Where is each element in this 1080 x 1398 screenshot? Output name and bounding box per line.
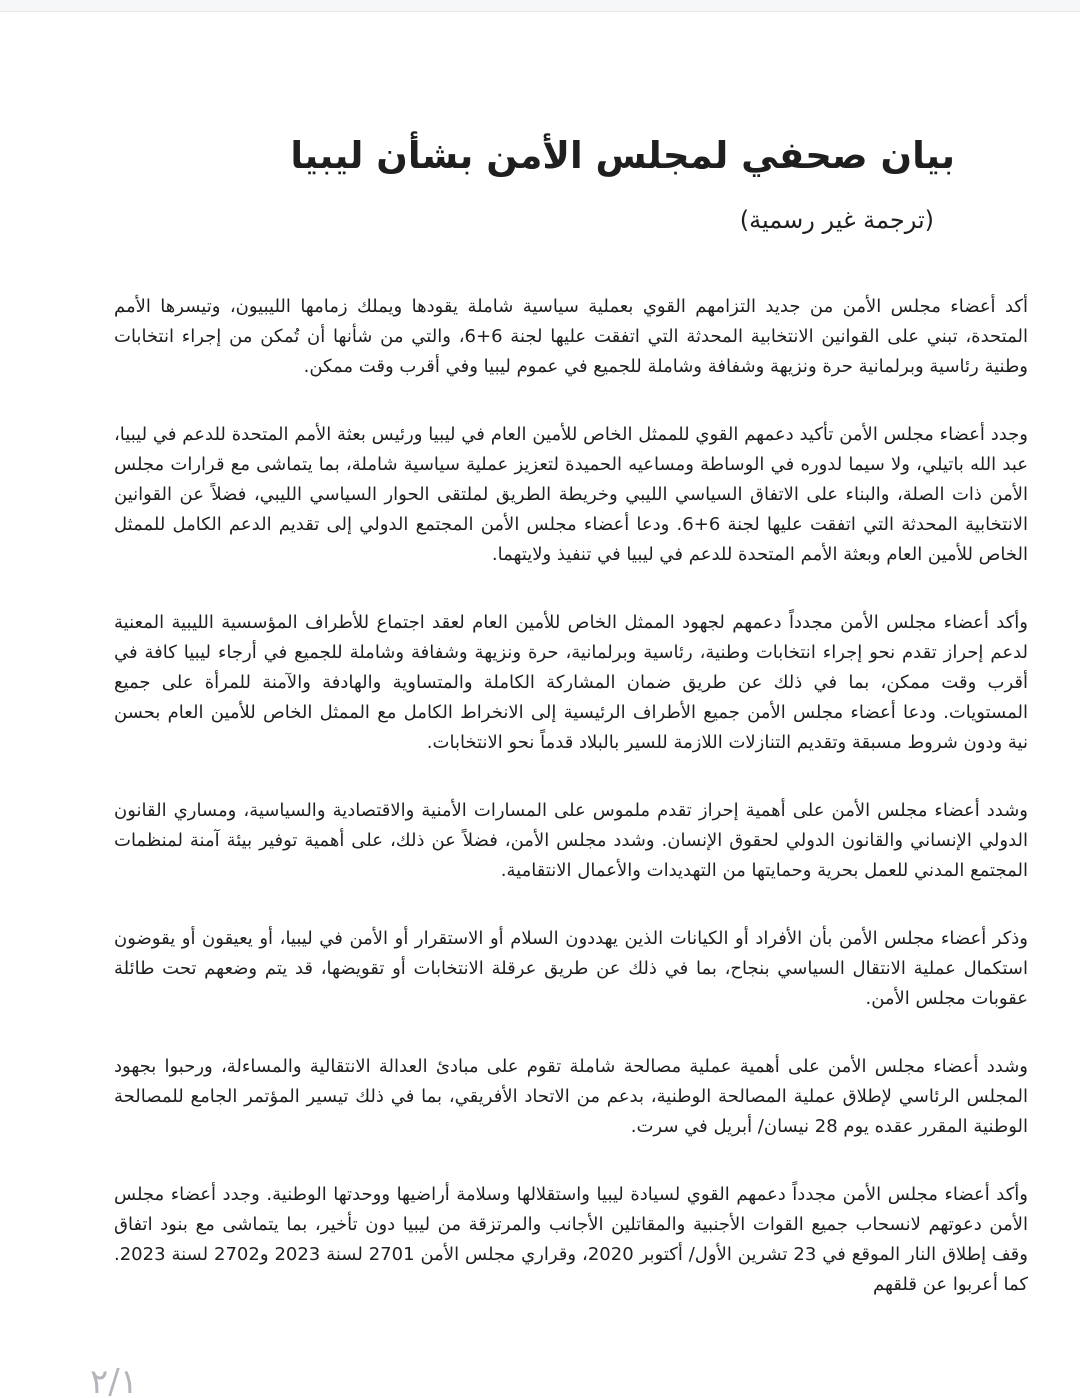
body-paragraph: وذكر أعضاء مجلس الأمن بأن الأفراد أو الكيانات الذين يهددون السلام أو الاستقرار أو الأمن في ليبيا، أو يعيقون أو يقوضون استكمال عملية الانتقال السياسي بنجاح، بما في ذلك عن طريق عرقلة الانتخابات أو تقويضها، قد يتم وضعهم تحت طائلة عقوبات مجلس الأمن.	[114, 928, 1028, 1009]
document-subtitle: (ترجمة غير رسمية)	[739, 206, 934, 234]
page-number: ٢/١	[90, 1362, 138, 1398]
body-paragraph: أكد أعضاء مجلس الأمن من جديد التزامهم القوي بعملية سياسية شاملة يقودها ويملك زمامها الليبيون، وتيسرها الأمم المتحدة، تبني على القوانين الانتخابية المحدثة التي اتفقت عليها لجنة 6+6، والتي من شأنها أن تُمكن من إجراء انتخابات وطنية رئاسية وبرلمانية حرة ونزيهة وشفافة وشاملة للجميع في عموم ليبيا وفي أقرب وقت ممكن.	[114, 296, 1029, 377]
document-body	[0, 292, 1080, 1300]
body-paragraph: وجدد أعضاء مجلس الأمن تأكيد دعمهم القوي للممثل الخاص للأمين العام في ليبيا ورئيس بعثة الأمم المتحدة للدعم في ليبيا، عبد الله باتيلي، ولا سيما لدوره في الوساطة ومساعيه الحميدة لتعزيز عملية سياسية شاملة، بما يتماشى مع قرارات مجلس الأمن ذات الصلة، والبناء على الاتفاق السياسي الليبي وخريطة الطريق لملتقى الحوار السياسي الليبي، فضلاً عن القوانين الانتخابية المحدثة التي اتفقت عليها لجنة 6+6. ودعا أعضاء مجلس الأمن المجتمع الدولي إلى تقديم الدعم الكامل للممثل الخاص للأمين العام وبعثة الأمم المتحدة للدعم في ليبيا في تنفيذ ولايتهما.	[114, 424, 1028, 565]
body-paragraph: وشدد أعضاء مجلس الأمن على أهمية عملية مصالحة شاملة تقوم على مبادئ العدالة الانتقالية والمساءلة، ورحبوا بجهود المجلس الرئاسي لإطلاق عملية المصالحة الوطنية، بدعم من الاتحاد الأفريقي، بما في ذلك تيسير المؤتمر الجامع للمصالحة الوطنية المقرر عقده يوم 28 نيسان/ أبريل في سرت.	[114, 1056, 1028, 1137]
document-title: بيان صحفي لمجلس الأمن بشأن ليبيا	[290, 134, 955, 177]
page-top-edge	[0, 0, 1080, 12]
body-paragraph: وشدد أعضاء مجلس الأمن على أهمية إحراز تقدم ملموس على المسارات الأمنية والاقتصادية والسياسية، ومساري القانون الدولي الإنساني والقانون الدولي لحقوق الإنسان. وشدد مجلس الأمن، فضلاً عن ذلك، على أهمية توفير بيئة آمنة لمنظمات المجتمع المدني للعمل بحرية وحمايتها من التهديدات والأعمال الانتقامية.	[114, 800, 1028, 881]
document-page	[0, 12, 1080, 1398]
body-paragraph: وأكد أعضاء مجلس الأمن مجدداً دعمهم لجهود الممثل الخاص للأمين العام لعقد اجتماع للأطراف المؤسسية الليبية المعنية لدعم إحراز تقدم نحو إجراء انتخابات وطنية، رئاسية وبرلمانية، حرة ونزيهة وشفافة وشاملة للجميع في أرجاء ليبيا كافة في أقرب وقت ممكن، بما في ذلك عن طريق ضمان المشاركة الكاملة والمتساوية والهادفة والآمنة للمرأة على جميع المستويات. ودعا أعضاء مجلس الأمن جميع الأطراف الرئيسية إلى الانخراط الكامل مع الممثل الخاص للأمين العام بحسن نية ودون شروط مسبقة وتقديم التنازلات اللازمة للسير بالبلاد قدماً نحو الانتخابات.	[114, 612, 1028, 753]
body-paragraph: وأكد أعضاء مجلس الأمن مجدداً دعمهم القوي لسيادة ليبيا واستقلالها وسلامة أراضيها ووحدتها الوطنية. وجدد أعضاء مجلس الأمن دعوتهم لانسحاب جميع القوات الأجنبية والمقاتلين الأجانب والمرتزقة من ليبيا دون تأخير، بما يتماشى مع بنود اتفاق وقف إطلاق النار الموقع في 23 تشرين الأول/ أكتوبر 2020، وقراري مجلس الأمن 2701 لسنة 2023 و2702 لسنة 2023. كما أعربوا عن قلقهم	[114, 1184, 1028, 1295]
